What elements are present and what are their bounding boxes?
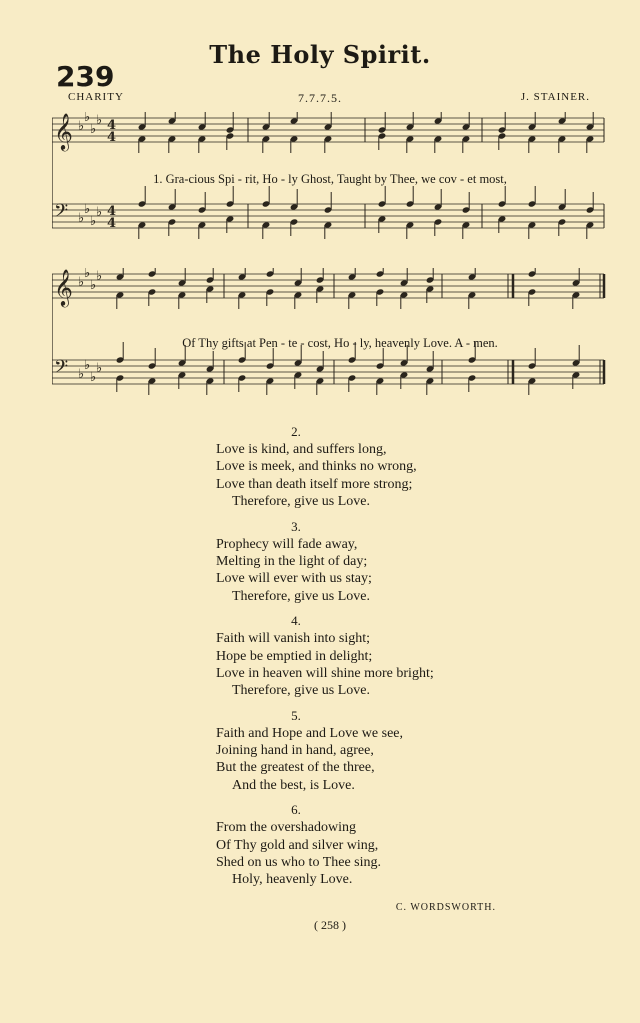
- treble-clef-icon: 𝄞: [54, 112, 73, 150]
- svg-text:4: 4: [107, 118, 117, 133]
- bass-notes-1: [138, 186, 595, 239]
- verse-line: Therefore, give us Love.: [232, 683, 370, 699]
- key-signature-bass-2: [78, 358, 102, 385]
- verse-5: [216, 706, 546, 795]
- svg-text:4: 4: [107, 130, 117, 145]
- verse-number: 6.: [291, 802, 301, 818]
- verse-line: Love is kind, and suffers long,: [216, 442, 387, 457]
- svg-text:♭: ♭: [84, 268, 91, 281]
- author: C. WORDSWORTH.: [395, 902, 496, 913]
- verse-line: Love than death itself more strong;: [216, 476, 413, 492]
- verse-number: 2.: [291, 424, 301, 439]
- verse-line: Joining hand in hand, agree,: [216, 743, 374, 759]
- bass-staff-2: [52, 360, 604, 384]
- verse-line: Therefore, give us Love.: [232, 588, 370, 604]
- verses: [216, 422, 546, 895]
- music-score-1: [52, 112, 608, 262]
- verse-line: Faith and Hope and Love we see,: [216, 725, 403, 741]
- music-system-2: [52, 268, 608, 418]
- time-signature-bass: [107, 204, 116, 231]
- svg-text:♭: ♭: [96, 361, 103, 376]
- verse-line: And the best, is Love.: [232, 777, 355, 793]
- verse-line: Shed on us who to Thee sing.: [216, 855, 382, 871]
- svg-text:♭: ♭: [84, 358, 91, 373]
- verse-line: Melting in the light of day;: [216, 553, 368, 569]
- verse-line: Hope be emptied in delight;: [216, 648, 373, 664]
- key-signature-treble-1: [78, 112, 102, 137]
- svg-text:♭: ♭: [90, 214, 97, 229]
- hymn-number: 239: [56, 60, 115, 93]
- verse-number: 5.: [291, 707, 301, 723]
- section-title: The Holy Spirit.: [209, 40, 431, 69]
- svg-text:4: 4: [107, 216, 117, 231]
- verse-line: Of Thy gold and silver wing,: [216, 837, 379, 853]
- verse-line: But the greatest of the three,: [216, 760, 375, 776]
- bass-clef-icon: 𝄢: [54, 201, 69, 226]
- verse-line: Therefore, give us Love.: [232, 494, 370, 510]
- svg-text:♭: ♭: [78, 275, 85, 290]
- verse-line: Love is meek, and thinks no wrong,: [216, 459, 417, 475]
- svg-text:♭: ♭: [78, 211, 85, 226]
- svg-text:4: 4: [107, 204, 117, 219]
- verse-2: [216, 422, 546, 511]
- music-system-1: [52, 112, 608, 262]
- composer: J. STAINER.: [520, 91, 590, 103]
- svg-text:♭: ♭: [96, 113, 103, 128]
- treble-staff-2: [52, 274, 604, 298]
- meter: 7.7.7.5.: [298, 91, 342, 105]
- verse-line: Love in heaven will shine more bright;: [216, 665, 434, 681]
- svg-text:♭: ♭: [90, 370, 97, 385]
- verse-line: Love will ever with us stay;: [216, 571, 372, 587]
- verse-line: Faith will vanish into sight;: [216, 631, 371, 647]
- verse-6: [216, 800, 546, 889]
- svg-text:♭: ♭: [84, 202, 91, 217]
- svg-text:♭: ♭: [78, 367, 85, 382]
- svg-text:♭: ♭: [90, 278, 97, 293]
- page-number: ( 258 ): [314, 918, 346, 932]
- verse-4: [216, 611, 546, 700]
- time-signature-treble: [107, 118, 116, 145]
- treble-clef-icon: 𝄞: [54, 268, 73, 306]
- svg-text:♭: ♭: [90, 122, 97, 137]
- tune-name: CHARITY: [68, 91, 124, 103]
- key-signature-treble-2: [78, 268, 102, 293]
- verse-line: Holy, heavenly Love.: [232, 872, 353, 888]
- verse-line: From the overshadowing: [216, 820, 356, 836]
- verse-number: 4.: [291, 613, 301, 629]
- bass-clef-icon: 𝄢: [54, 357, 69, 382]
- verse-line: Prophecy will fade away,: [216, 536, 358, 552]
- lyrics-line-1: 1. Gra-cious Spi - rit, Ho - ly Ghost, Taught by Thee, we cov - et most,: [153, 172, 507, 186]
- key-signature-bass-1: [78, 202, 102, 229]
- svg-text:♭: ♭: [96, 205, 103, 220]
- svg-text:♭: ♭: [96, 269, 103, 284]
- svg-text:♭: ♭: [78, 119, 85, 134]
- svg-text:♭: ♭: [84, 112, 91, 125]
- verse-number: 3.: [291, 518, 301, 534]
- lyrics-line-2: Of Thy gifts at Pen - te - cost, Ho - ly, heavenly Love. A - men.: [182, 336, 498, 350]
- verse-3: [216, 517, 546, 606]
